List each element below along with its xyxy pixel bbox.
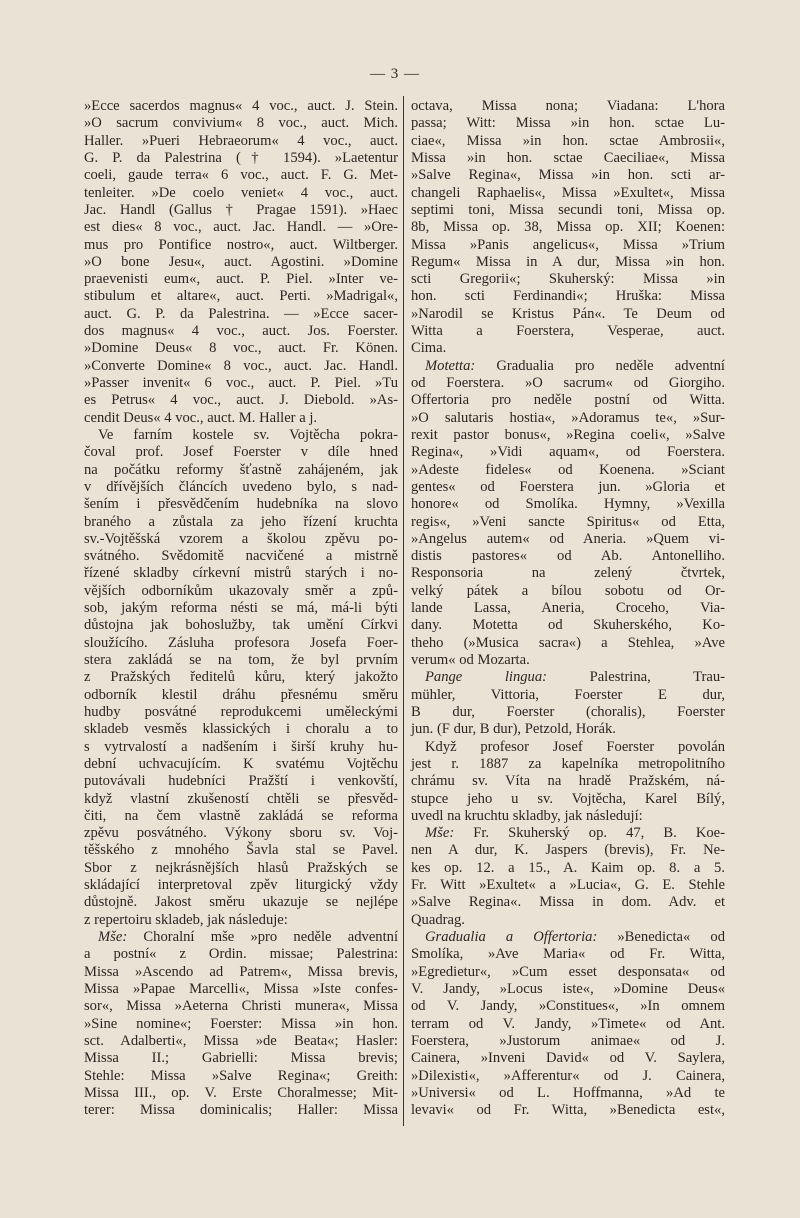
text-line: »O salutaris hostia«, »Adoramus te«, »Sur- (411, 409, 725, 426)
text-line: jest r. 1887 za kapelníka metropolitního (411, 755, 725, 772)
text-line: chrámu sv. Víta na hradě Pražském, ná- (411, 773, 725, 790)
text-line: »Salve Regina«. Missa in dom. Adv. et (411, 894, 725, 911)
text-line: šením i přesvědčením hudebníka na slovo (84, 496, 398, 513)
left-column (84, 98, 398, 1119)
text-line: na počátku reformy šťastně zahájeném, jak (84, 461, 398, 478)
text-line: odborník klestil dráhu přesnému směru (84, 686, 398, 703)
text-line: z Pražských ředitelů kůru, který jakožto (84, 669, 398, 686)
text-line: Jac. Handl (Gallus † Pragae 1591). »Haec (84, 201, 398, 218)
text-line: sv.-Vojtěšská vzorem a školou zpěvu po- (84, 530, 398, 547)
text-line: terram od V. Jandy, »Timete« od Ant. (411, 1015, 725, 1032)
text-line: cendit Deus« 4 voc., auct. M. Haller a j. (84, 409, 318, 426)
text-line: z repertoiru skladeb, jak následuje: (84, 911, 288, 928)
text-line: B dur, Foerster (choralis), Foerster (411, 703, 725, 720)
text-line: gentes« od Foerstera jun. »Gloria et (411, 478, 725, 495)
text-line: Responsoria na zelený čtvrtek, (411, 565, 725, 582)
text-line: »Passer invenit« 6 voc., auct. P. Piel. »Tu (84, 375, 398, 391)
text-line: Cainera, »Inveni David« od V. Saylera, (411, 1050, 725, 1067)
text-line: Fr. Witt »Exultet« a »Lucia«, G. E. Stehle (411, 877, 725, 894)
text-line: es Petrus« 4 voc., auct. J. Diebold. »As- (84, 392, 398, 409)
text-line: Když profesor Josef Foerster povolán (425, 738, 725, 755)
text-line: řízené skladby církevní mistrů starých i no- (84, 565, 398, 582)
text-line: »Sine nomine«; Foerster: Missa »in hon. (84, 1015, 398, 1032)
text-line: Missa »Ascendo ad Patrem«, Missa brevis, (84, 963, 398, 980)
section-label: Gradualia a Offertoria: (425, 929, 598, 945)
section-label: Mše: (98, 929, 128, 945)
text-line: mus pro Pontifice nostro«, auct. Wiltberger. (84, 236, 398, 253)
text-line: V. Jandy, »Locus iste«, »Domine Deus« (411, 980, 725, 997)
text-line: hon. scti Ferdinandi«; Hruška: Missa (411, 288, 725, 305)
text-line: velký pátek a bílou sobotu od Or- (411, 582, 725, 599)
text-line: sob, jakým reforma nésti se má, má-li býti (84, 600, 398, 617)
paragraph (411, 669, 725, 738)
text-line: Missa »Panis angelicus«, Missa »Trium (411, 236, 725, 253)
text-line: distis pastores« od Ab. Antonelliho. (411, 548, 725, 565)
text-line: verum« od Mozarta. (411, 652, 530, 668)
text-line: od V. Jandy, »Constitues«, »In omnem (411, 998, 725, 1015)
text-line: changeli Raphaelis«, Missa »Exultet«, Missa (411, 184, 725, 201)
text-line: Regina«, »Vidi aquam«, od Foerstera. (411, 444, 725, 461)
text-line: s vytrvalostí a nadšením i širší kruhy hu- (84, 738, 398, 755)
text-line (411, 825, 725, 842)
text-line: Missa »Papae Marcelli«, Missa »Iste confes- (84, 980, 398, 997)
text-line: sct. Adalberti«, Missa »de Beata«; Hasler: (84, 1032, 398, 1049)
paragraph (411, 358, 725, 670)
text-line: mühler, Vittoria, Foerster E dur, (411, 686, 725, 703)
text-line: hudby posvátné reprodukcemi uměleckými (84, 703, 398, 720)
text-line: »Converte Domine« 8 voc., auct. Jac. Handl. (84, 357, 398, 374)
text-line: passa; Witt: Missa »in hon. sctae Lu- (411, 115, 725, 132)
text-line: Missa III., op. V. Erste Choralmesse; Mit- (84, 1084, 398, 1101)
text-line: svátného. Svědomitě nacvičené a mistrně (84, 548, 398, 565)
section-label: Pange lingua: (425, 669, 548, 686)
text-line: scti Gregorii«; Skuherský: Missa »in (411, 271, 725, 288)
text-line: tenleiter. »De coelo veniet« 4 voc., auct. (84, 184, 398, 201)
text-line: »Salve Regina«, Missa »in hon. scti ar- (411, 167, 725, 184)
paragraph (84, 929, 398, 1119)
text-line: důstojně. Jakost směru ukazuje se nejlépe (84, 894, 398, 911)
text-line: stibulum et altare«, auct. Perti. »Madrigal«, (84, 288, 398, 305)
text-line: Regum« Missa in A dur, Missa »in hon. (411, 253, 725, 270)
text-line: skládající interpretoval zpěv liturgický vždy (84, 877, 398, 894)
section-label: Motetta: (425, 357, 476, 374)
text-line: a postní« z Ordin. missae; Palestrina: (84, 946, 398, 963)
text-line: Witta a Foerstera, Vesperae, auct. (411, 323, 725, 340)
text-line: kes op. 12. a 15., A. Kaim op. 8. a 5. (411, 859, 725, 876)
text-line: sloužícího. Zásluha profesora Josefa Foer- (84, 634, 398, 651)
text-line: octava, Missa nona; Viadana: L'hora (411, 98, 725, 114)
text-line: v dřívějších článcích uvedeno bylo, s nad- (84, 478, 398, 495)
paragraph (411, 98, 725, 358)
text-line: Stehle: Missa »Salve Regina«; Greith: (84, 1067, 398, 1084)
text-line: Ve farním kostele sv. Vojtěcha pokra- (98, 426, 398, 443)
paragraph (411, 825, 725, 929)
column-divider (403, 96, 404, 1126)
text-line: sor«, Missa »Aeterna Christi munera«, Missa (84, 998, 398, 1015)
text-line: »Domine Deus« 8 voc., auct. Fr. Könen. (84, 340, 398, 357)
line-text: »Benedicta« od (597, 929, 725, 945)
text-line: »Angelus autem« od Aneria. »Quem vi- (411, 530, 725, 547)
section-label: Mše: (425, 825, 455, 842)
paragraph (84, 427, 398, 929)
text-line: když vlastní zkušeností chtěli se přesvěd- (84, 790, 398, 807)
text-line: theho (»Musica sacra«) a Stehlea, »Ave (411, 634, 725, 651)
text-line (411, 669, 725, 686)
text-line: »O bone Jesu«, auct. Agostini. »Domine (84, 253, 398, 270)
text-line: Cima. (411, 340, 447, 357)
text-line: dební uchvacujícím. K svatému Vojtěchu (84, 755, 398, 772)
text-line: regis«, »Veni sancte Spiritus« od Etta, (411, 513, 725, 530)
text-line: lande Lassa, Aneria, Croceho, Via- (411, 600, 725, 617)
text-line: auct. G. P. da Palestrina. — »Ecce sacer- (84, 305, 398, 322)
text-line: důstojna jak bohoslužby, tak umění Církvi (84, 617, 398, 634)
text-line: honore« od Smolíka. Hymny, »Vexilla (411, 496, 725, 513)
text-line: est dies« 8 voc., auct. Jac. Handl. — »Ore- (84, 219, 398, 236)
page-number (0, 66, 800, 83)
text-line: vějších odborníkům ukazovaly směr a způ- (84, 582, 398, 599)
line-text: Fr. Skuherský op. 47, B. Koe- (454, 825, 725, 842)
line-text: Choralní mše »pro neděle adventní (127, 929, 398, 945)
text-line: praevenisti eum«, auct. P. Piel. »Inter ve- (84, 271, 398, 288)
text-line: dany. Motetta od Skuherského, Ko- (411, 617, 725, 634)
text-line: »Universi« od L. Hoffmanna, »Ad te (411, 1084, 725, 1101)
text-line: Haller. »Pueri Hebraeorum« 4 voc., auct. (84, 132, 398, 149)
text-line: »Egredietur«, »Cum esset desponsata« od (411, 963, 725, 980)
text-line: 8b, Missa op. 38, Missa op. XII; Koenen: (411, 219, 725, 236)
paragraph (411, 929, 725, 1119)
text-line: stupce jeho u sv. Vojtěcha, Karel Bílý, (411, 790, 725, 807)
page-number-text: — 3 — (370, 66, 420, 82)
text-line: »O sacrum convivium« 8 voc., auct. Mich. (84, 115, 398, 132)
line-text: Palestrina, Trau- (547, 669, 725, 686)
line-text: Gradualia pro neděle adventní (475, 357, 725, 374)
text-line: rexit pastor bonus«, »Regina coeli«, »Salve (411, 426, 725, 443)
paragraph (411, 739, 725, 826)
text-line: jun. (F dur, B dur), Petzold, Horák. (411, 721, 616, 738)
text-line: Quadrag. (411, 911, 465, 928)
text-line: skladeb vesměs klassických i choralu a to (84, 721, 398, 738)
text-line (411, 358, 725, 375)
text-line: Offertoria pro neděle postní od Witta. (411, 392, 725, 409)
right-column (411, 98, 725, 1119)
text-line: čiti, na čem vlastně zakládá se reforma (84, 807, 398, 824)
text-line: těšského z mnohého Šavla stal se Pavel. (84, 842, 398, 859)
text-line: čoval prof. Josef Foerster v díle hned (84, 444, 398, 461)
text-line: uvedl na kruchtu skladby, jak následují: (411, 807, 643, 824)
text-line: G. P. da Palestrina († 1594). »Laetentur (84, 149, 398, 166)
text-line: Smolíka, »Ave Maria« od Fr. Witta, (411, 946, 725, 963)
text-line: »Narodil se Kristus Pán«. Te Deum od (411, 305, 725, 322)
text-line: ciae«, Missa »in hon. sctae Ambrosii«, (411, 132, 725, 149)
text-line: putovávali hudebníci Pražští i venkovští, (84, 773, 398, 790)
text-line: levavi« od Fr. Witta, »Benedicta est«, (411, 1102, 725, 1119)
text-line: coeli, gaude terra« 6 voc., auct. F. G. Met- (84, 167, 398, 184)
text-line: Missa »in hon. sctae Caeciliae«, Missa (411, 149, 725, 166)
paragraph (84, 98, 398, 427)
text-line (84, 929, 398, 946)
text-line: nen A dur, K. Jaspers (brevis), Fr. Ne- (411, 842, 725, 859)
text-line: Missa II.; Gabrielli: Missa brevis; (84, 1050, 398, 1067)
text-line: Foerstera, »Justorum animae« od J. (411, 1032, 725, 1049)
text-line: »Ecce sacerdos magnus« 4 voc., auct. J. Stein. (84, 98, 398, 114)
text-line (411, 929, 725, 946)
text-line: terer: Missa dominicalis; Haller: Missa (84, 1102, 398, 1119)
text-line: zpěvu posvátného. Výkony sboru sv. Voj- (84, 825, 398, 842)
text-line: stera zakládá se na tom, že byl prvním (84, 652, 398, 668)
text-line: Sbor z nejkrásnějších hlasů Pražských se (84, 859, 398, 876)
text-line: »Adeste fideles« od Koenena. »Sciant (411, 461, 725, 478)
text-line: septimi toni, Missa secundi toni, Missa op. (411, 201, 725, 218)
text-line: braného a zůstala za jeho řízení kruchta (84, 513, 398, 530)
text-line: dos magnus« 4 voc., auct. Jos. Foerster. (84, 323, 398, 340)
text-line: »Dilexisti«, »Afferentur« od J. Cainera, (411, 1067, 725, 1084)
text-line: od Foerstera. »O sacrum« od Giorgiho. (411, 375, 725, 391)
